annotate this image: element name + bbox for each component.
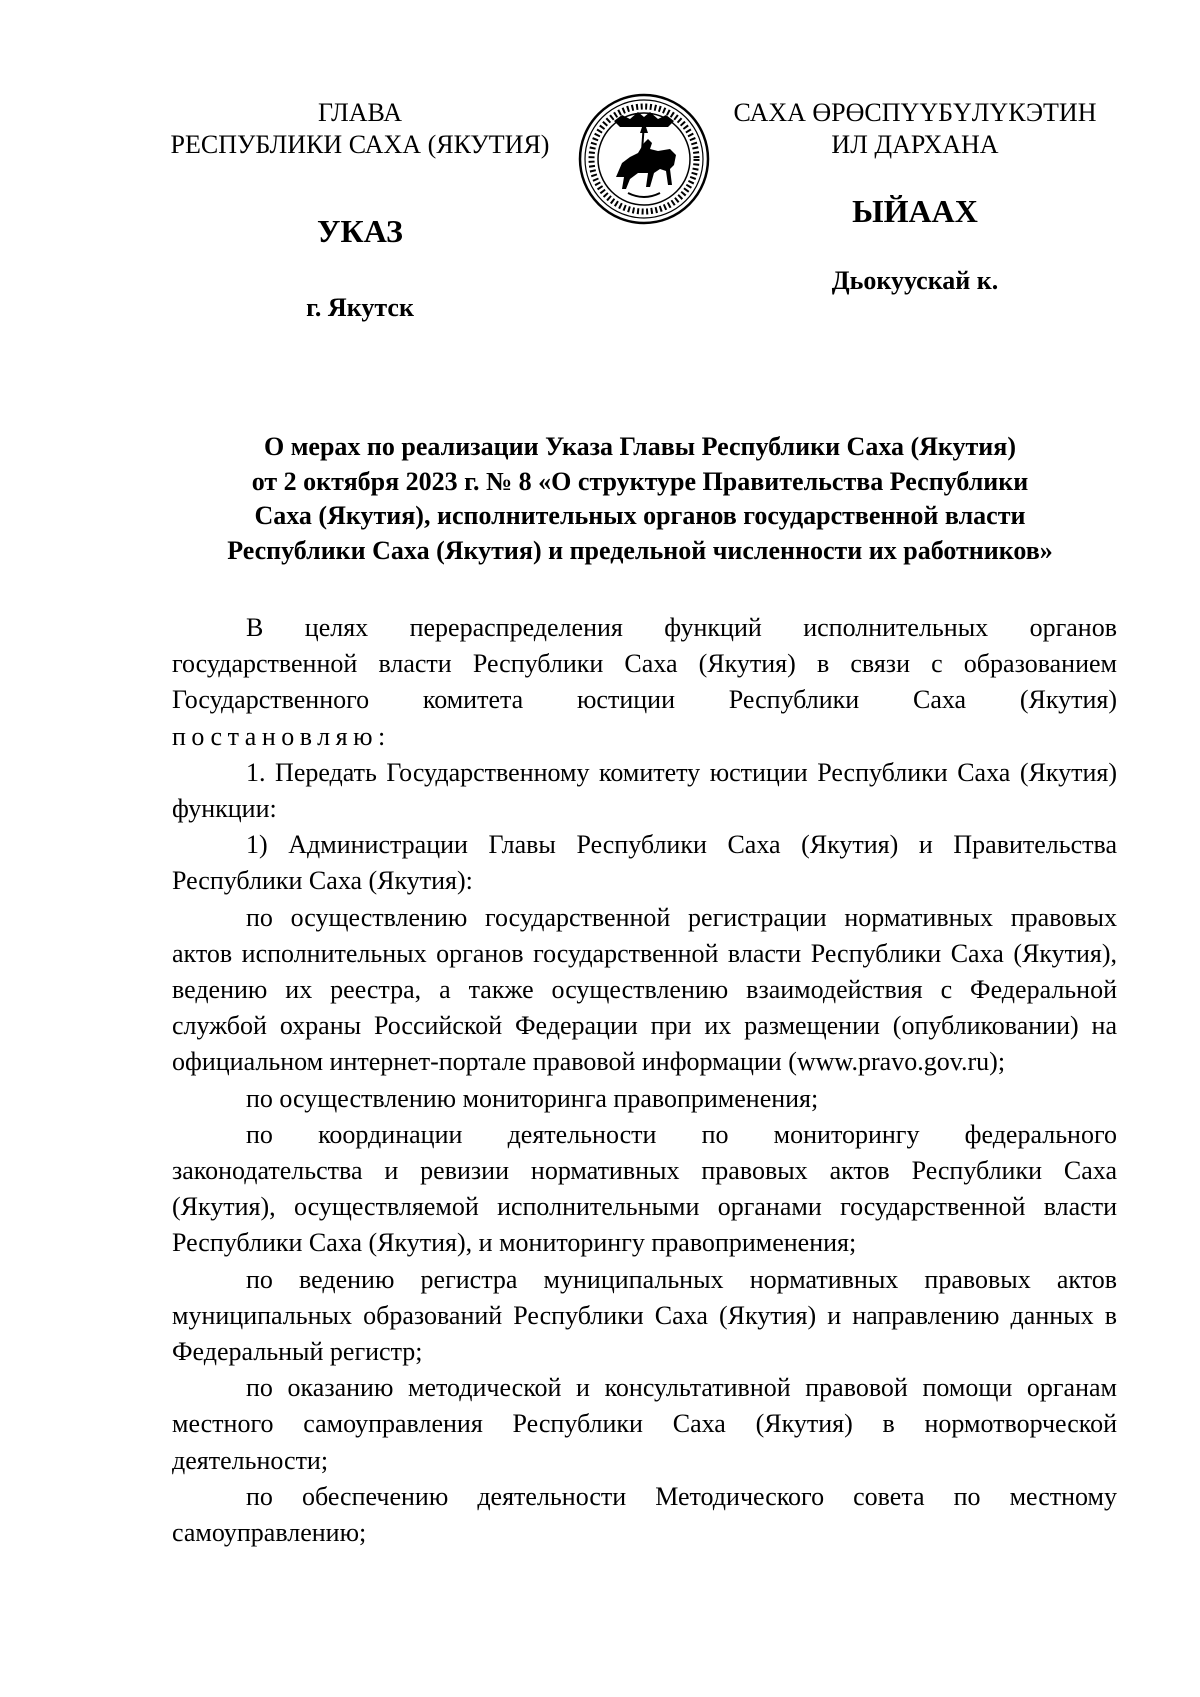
header-right-title (725, 97, 1105, 161)
title-line: Республики Саха (Якутия) и предельной численности их работников» (227, 535, 1053, 565)
document-title (170, 430, 1110, 568)
body-paragraph: по обеспечению деятельности Методического совета по местному самоуправлению; (172, 1481, 1117, 1548)
header-right-line1: САХА ӨРӨСПҮҮБҮЛҮКЭТИН (733, 98, 1097, 127)
document-body (172, 610, 1117, 1551)
body-paragraph: по осуществлению государственной регистрации нормативных правовых актов исполнительных органов государственной власти Республики Саха (Якутия), ведению их реестра, а также осуществлению взаимодействия с Федеральной службой охраны Российской Федерации при их размещении (опубликовании) на официальном интернет-портале правовой информации (www.pravo.gov.ru); (172, 902, 1117, 1077)
intro-paragraph: В целях перераспределения функций исполнительных органов государственной власти Республики Саха (Якутия) в связи с образованием Государственного комитета юстиции Республики Саха (Якутия) (172, 613, 1117, 715)
body-paragraph: 1. Передать Государственному комитету юстиции Республики Саха (Якутия) функции: (172, 757, 1117, 824)
body-paragraph: по осуществлению мониторинга правоприменения; (246, 1083, 819, 1113)
title-line: Саха (Якутия), исполнительных органов государственной власти (254, 501, 1026, 530)
body-paragraph: по координации деятельности по мониторингу федерального законодательства и ревизии нормативных правовых актов Республики Саха (Якутия), осуществляемой исполнительными органами государственной власти Республики Саха (Якутия), и мониторингу правоприменения; (172, 1119, 1117, 1258)
header-left-line2: РЕСПУБЛИКИ САХА (ЯКУТИЯ) (170, 130, 550, 159)
header-right-line2: ИЛ ДАРХАНА (831, 130, 999, 159)
sakha-republic-coat-of-arms-icon (578, 93, 710, 225)
doc-kind-right: ЫЙААХ (852, 193, 978, 229)
city-left: г. Якутск (306, 293, 414, 322)
header-left-title (150, 97, 570, 161)
title-line: О мерах по реализации Указа Главы Республики Саха (Якутия) (263, 432, 1017, 461)
decree-word-paragraph (172, 719, 1117, 755)
doc-kind-left: УКАЗ (317, 213, 403, 249)
body-paragraph: по оказанию методической и консультативной правовой помощи органам местного самоуправления Республики Саха (Якутия) в нормотворческой деятельности; (172, 1373, 1117, 1475)
city-right: Дьокуускай к. (831, 266, 999, 295)
title-line: от 2 октября 2023 г. № 8 «О структуре Правительства Республики (251, 466, 1029, 496)
decree-word: постановляю: (172, 721, 391, 751)
body-paragraph: по ведению регистра муниципальных нормативных правовых актов муниципальных образований Республики Саха (Якутия) и направлению данных в Федеральный регистр; (172, 1264, 1117, 1367)
header-left-line1: ГЛАВА (318, 98, 402, 127)
body-paragraph: 1) Администрации Главы Республики Саха (Якутия) и Правительства Республики Саха (Якутия): (172, 830, 1117, 896)
